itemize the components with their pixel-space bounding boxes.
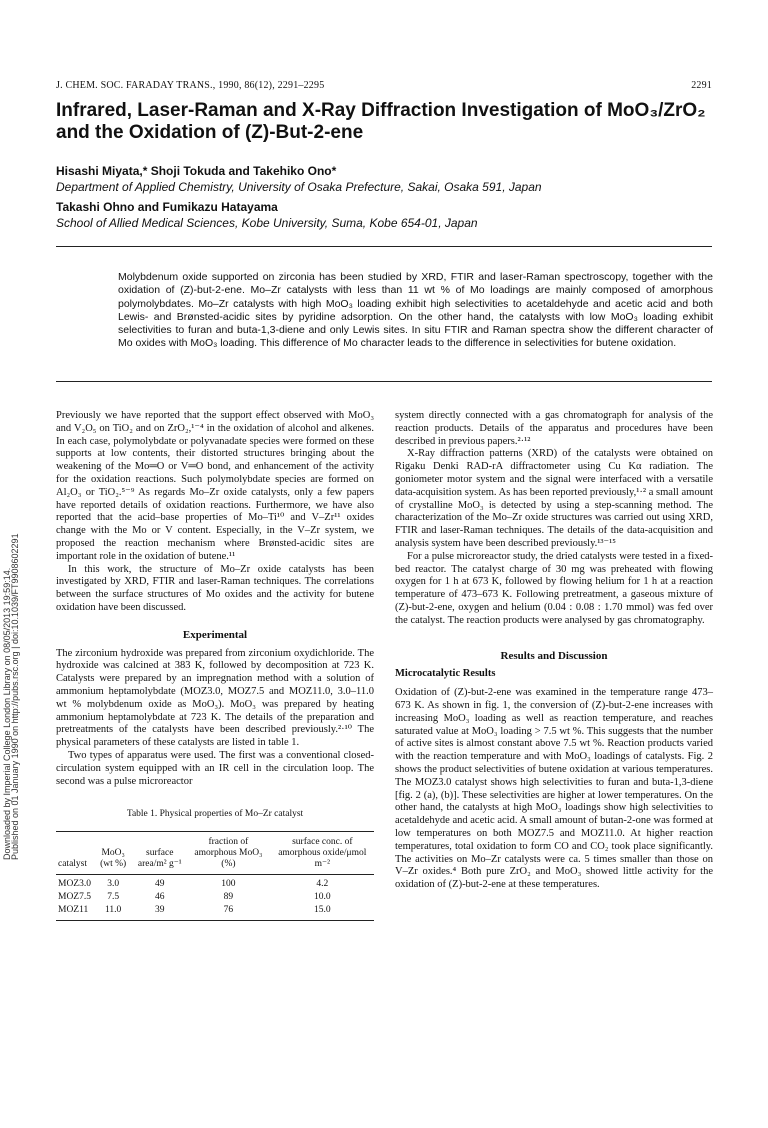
article-title: Infrared, Laser-Raman and X-Ray Diffraction Investigation of MoO₃/ZrO₂ and the Oxidation of (Z)-But-2-ene	[56, 100, 706, 143]
results-heading: Results and Discussion	[500, 649, 608, 662]
results-subheading: Microcatalytic Results	[395, 668, 496, 680]
table-header: MoO₃ (wt %)	[93, 832, 133, 875]
table-header: fraction of amorphous MoO₃ (%)	[186, 832, 270, 875]
table-cell: MOZ11	[56, 904, 93, 921]
published-line: Published on 01 January 1990 on http://pubs.rsc.org | doi:10.1039/FT9908602291	[10, 533, 20, 860]
journal-header	[56, 80, 712, 91]
intro-paragraph-2: In this work, the structure of Mo–Zr oxide catalysts has been investigated by XRD, FTIR and laser-Raman techniques. The correlations between the surface structures of Mo oxides and the activity for butene oxidation have been discussed.	[56, 563, 374, 613]
apparatus-paragraph: system directly connected with a gas chromatograph for analysis of the reaction products. Details of the apparatus and procedures have been described in previous papers.²·¹²	[395, 410, 713, 447]
affiliation-1: Department of Applied Chemistry, University of Osaka Prefecture, Sakai, Osaka 591, Japan	[56, 180, 542, 194]
microreactor-paragraph: For a pulse microreactor study, the dried catalysts were tested in a fixed-bed reactor. The catalyst charge of 30 mg was preheated with flowing oxygen for 1 h at 673 K, followed by flowing helium for 1 h at a reaction temperature of 473–673 K. Following pretreatment, a gaseous mixture of (Z)-but-2-ene, oxygen and helium (0.04 : 0.08 : 1.70 mmol) was fed over the catalyst. The reaction products were analysed by gas chromatography.	[395, 550, 713, 626]
properties-table	[56, 831, 374, 921]
xrd-paragraph: X-Ray diffraction patterns (XRD) of the catalysts were obtained on Rigaku Denki RAD-rA diffractometer using Cu Kα radiation. The goniometer motor system and the signal were interfaced with a versatile data-acquisition system. As has been reported previously,¹·² a small amount of crystalline MoO₃ is detected by using a step-scanning method. The characterization of the Mo–Zr oxide structures was carried out using XRD, FTIR and laser-Raman techniques. The details of the data-acquisition and analysis system have been described previously.¹³⁻¹⁵	[395, 448, 713, 549]
table-header: catalyst	[56, 832, 93, 875]
right-column	[395, 410, 713, 892]
divider-top	[56, 246, 712, 247]
left-column	[56, 410, 374, 921]
table-cell: 4.2	[316, 879, 329, 890]
download-notice	[2, 300, 18, 860]
table-cell: 15.0	[271, 904, 374, 921]
experimental-paragraph-2: Two types of apparatus were used. The first was a conventional closed-circulation system equipped with an IR cell in the circulation loop. The second was a pulse microreactor	[56, 749, 374, 787]
table-caption: Table 1. Physical properties of Mo–Zr catalyst	[126, 809, 304, 820]
table-row	[56, 904, 374, 921]
table-header: surface area/m² g⁻¹	[133, 832, 186, 875]
table-cell: 11.0	[93, 904, 133, 921]
table-cell: 89	[223, 892, 234, 903]
table-cell: 10.0	[314, 892, 331, 903]
author-group-2: Takashi Ohno and Fumikazu Hatayama	[56, 200, 278, 214]
journal-citation: J. CHEM. SOC. FARADAY TRANS., 1990, 86(12), 2291–2295	[56, 80, 325, 91]
table-row	[56, 891, 374, 904]
table-cell: 46	[154, 892, 165, 903]
page-number: 2291	[691, 80, 712, 91]
author-group-1: Hisashi Miyata,* Shoji Tokuda and Takehiko Ono*	[56, 164, 337, 178]
results-paragraph: Oxidation of (Z)-but-2-ene was examined in the temperature range 473–673 K. As shown in fig. 1, the conversion of (Z)-but-2-ene increases with increasing MoO₃ loading as well as reaction temperature, and reaches saturated value at MoO₃ loading > 7.5 wt %. This suggests that the number of active sites is almost constant above 7.5 wt %. Reaction products varied with the reaction temperature and with MoO₃ loadings of catalysts. Fig. 2 shows the product selectivities of butene oxidation at various temperatures. The MOZ3.0 catalyst shows high selectivities to furan and buta-1,3-diene [fig. 2 (a), (b)]. These selectivities are higher at lower temperatures. On the other hand, the catalysts at high MoO₃ loadings show high selectivities to acetaldehyde and acetic acid. A small amount of butan-2-one was formed at low temperatures on both MOZ7.5 and MOZ11.0. At higher reaction temperatures, total oxidation to form CO and CO₂ took place significantly. The activities on Mo–Zr catalysts were ca. 5 times smaller than those on V–Zr oxides.⁴ Both pure ZrO₂ and MoO₃ showed little activity for the oxidation of (Z)-but-2-ene at these temperatures.	[395, 687, 713, 891]
table-cell: 76	[186, 904, 270, 921]
table-cell: 39	[133, 904, 186, 921]
abstract: Molybdenum oxide supported on zirconia has been studied by XRD, FTIR and laser-Raman spectroscopy, together with the oxidation of (Z)-but-2-ene. Mo–Zr catalysts with less than 11 wt % of Mo loadings are mainly composed of amorphous polymolybdates. Mo–Zr catalysts with high MoO₃ loading exhibit high selectivities to acetaldehyde and acetic acid and both Lewis- and Brønsted-acidic sites by pyridine adsorption. On the other hand, the catalysts with low MoO₃ loading exhibit selectivities to furan and buta-1,3-diene and only Lewis sites. In situ FTIR and Raman spectra show the different character of Mo oxides with MoO₃ loading. This difference of Mo character leads to the difference in selectivities for butene oxidation.	[118, 271, 713, 350]
table-cell: 49	[154, 879, 165, 890]
table-cell: MOZ7.5	[58, 892, 91, 903]
table-cell: 7.5	[107, 892, 120, 903]
table-cell: 3.0	[107, 879, 120, 890]
experimental-paragraph-1: The zirconium hydroxide was prepared from zirconium oxydichloride. The hydroxide was calcined at 383 K, followed by decomposition at 723 K. Catalysts were prepared by an impregnation method with a solution of ammonium heptamolybdate (MOZ3.0, MOZ7.5 and MOZ11.0, 3.0–11.0 wt % molybdenum oxide as MoO₃). MoO₃ was prepared by heating ammonium heptamolybdate at 723 K. The details of the preparation and pretreatments of the catalysts have been described previously.²·¹⁰ The physical parameters of these catalysts are listed in table 1.	[56, 647, 374, 749]
intro-paragraph-1: Previously we have reported that the support effect observed with MoO₃ and V₂O₅ on TiO₂ and on ZrO₂,¹⁻⁴ in the oxidation of alcohol and alkenes. In each case, polymolybdate or polyvanadate species were formed on these supports at low contents, their distorted structures bringing about the weakening of the Mo═O or V═O bond, and enhancement of the activity for the oxidation reactions. Such polymolybdate species are formed on Al₂O₃ or TiO₂.⁵⁻⁹ As regards Mo–Zr oxide catalysts, only a few papers have reported details of oxidation reactions. Furthermore, we have also reported that the acid–base properties of Mo–Ti¹⁰ and V–Zr¹¹ oxides change with the Mo or V content. Especially, in the V–Zr system, we proposed the reaction mechanism where Brønsted-acidic sites are important role in the oxidation of butene.¹¹	[56, 410, 374, 562]
divider-bottom	[56, 381, 712, 382]
downloaded-line: Downloaded by Imperial College London Library on 08/05/2013 19:59:14.	[2, 567, 12, 860]
table-cell: 100	[221, 879, 236, 890]
experimental-heading: Experimental	[182, 628, 248, 641]
table-row	[56, 875, 374, 892]
table-header: surface conc. of amorphous oxide/μmol m⁻²	[271, 832, 374, 875]
affiliation-2: School of Allied Medical Sciences, Kobe University, Suma, Kobe 654-01, Japan	[56, 216, 478, 230]
table-cell: MOZ3.0	[58, 879, 91, 890]
